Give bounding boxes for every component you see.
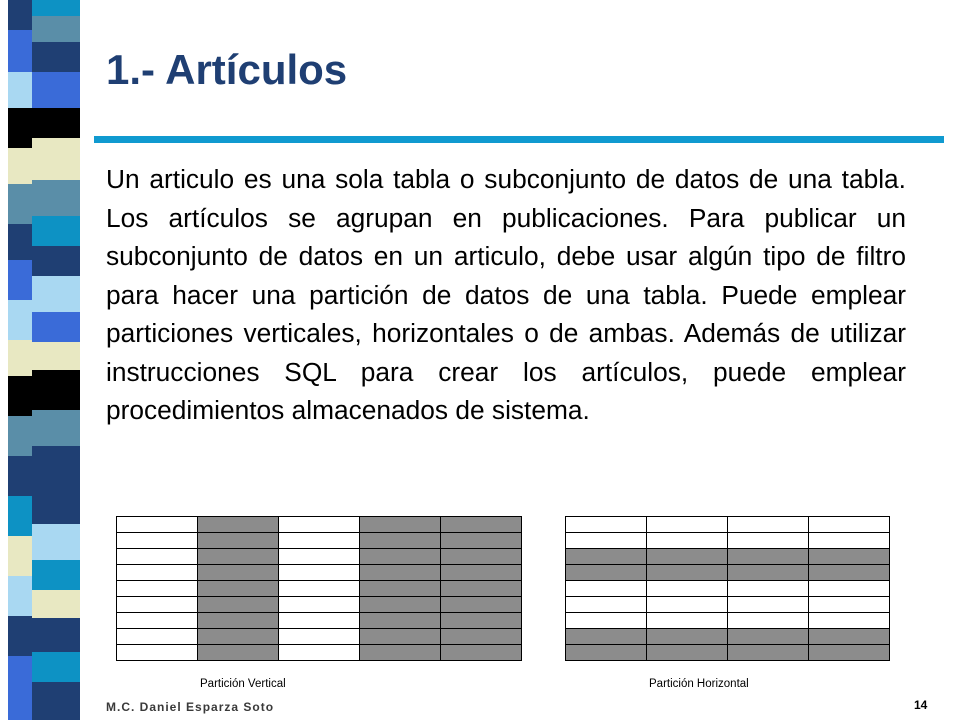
table-cell <box>360 629 441 645</box>
table-row <box>566 629 890 645</box>
table-cell <box>728 629 809 645</box>
table-row <box>566 565 890 581</box>
strip-block <box>8 72 32 108</box>
strip-block <box>8 536 32 576</box>
strip-block <box>32 138 80 180</box>
table-cell <box>728 581 809 597</box>
table-row <box>566 517 890 533</box>
table-row <box>117 565 522 581</box>
table-cell <box>809 629 890 645</box>
table-cell <box>360 533 441 549</box>
strip-block <box>32 590 80 618</box>
table-cell <box>198 597 279 613</box>
table-cell <box>360 645 441 661</box>
table-cell <box>198 613 279 629</box>
strip-block <box>32 276 80 312</box>
table-cell <box>809 613 890 629</box>
strip-block <box>32 72 80 108</box>
table-cell <box>279 581 360 597</box>
table-cell <box>360 581 441 597</box>
table-cell <box>117 565 198 581</box>
table-cell <box>809 645 890 661</box>
strip-block <box>32 560 80 590</box>
table-cell <box>566 533 647 549</box>
strip-block <box>8 260 32 300</box>
strip-block <box>8 148 32 184</box>
strip-block <box>32 16 80 42</box>
strip-block <box>32 410 80 446</box>
strip-block <box>8 656 32 720</box>
strip-block <box>32 246 80 276</box>
strip-block <box>32 312 80 342</box>
strip-block <box>32 524 80 560</box>
table-cell <box>809 565 890 581</box>
table-cell <box>279 533 360 549</box>
strip-block <box>8 576 32 616</box>
table-cell <box>441 581 522 597</box>
author-footer: M.C. Daniel Esparza Soto <box>106 700 275 714</box>
strip-block <box>32 180 80 216</box>
strip-block <box>8 184 32 224</box>
strip-block <box>32 108 80 138</box>
strip-block <box>8 300 32 340</box>
title-rule <box>94 136 944 143</box>
strip-block <box>32 652 80 682</box>
table-cell <box>279 597 360 613</box>
table-row <box>117 581 522 597</box>
table-cell <box>728 517 809 533</box>
table-cell <box>441 549 522 565</box>
table-cell <box>117 597 198 613</box>
table-row <box>566 581 890 597</box>
table-row <box>566 613 890 629</box>
table-cell <box>360 597 441 613</box>
table-cell <box>198 629 279 645</box>
table-cell <box>809 517 890 533</box>
table-cell <box>198 565 279 581</box>
strip-block <box>8 496 32 536</box>
body-text: Un articulo es una sola tabla o subconjunto de datos de una tabla. Los artículos se agrupan en publicaciones. Para publicar un subconjunto de datos en un articulo, debe usar algún tipo de filtro para hacer una partición de datos de una tabla. Puede emplear particiones verticales, horizontales o de ambas. Además de utilizar instrucciones SQL para crear los artículos, puede emplear procedimientos almacenados de sistema. <box>106 164 906 425</box>
table-cell <box>360 517 441 533</box>
table-row <box>566 549 890 565</box>
strip-block <box>8 616 32 656</box>
strip-block <box>32 618 80 652</box>
table-cell <box>117 517 198 533</box>
table-cell <box>117 629 198 645</box>
strip-block <box>32 446 80 478</box>
table-cell <box>117 581 198 597</box>
strip-block <box>8 0 32 30</box>
table-cell <box>279 549 360 565</box>
table-cell <box>441 565 522 581</box>
table-cell <box>117 533 198 549</box>
vertical-partition-table <box>116 516 522 661</box>
table-cell <box>809 597 890 613</box>
table-cell <box>566 549 647 565</box>
table-cell <box>279 645 360 661</box>
table-row <box>117 645 522 661</box>
strip-block <box>8 108 32 148</box>
table-cell <box>117 645 198 661</box>
table-row <box>566 533 890 549</box>
strip-block <box>8 376 32 416</box>
table-cell <box>566 517 647 533</box>
strip-block <box>32 370 80 410</box>
table-cell <box>198 581 279 597</box>
table-cell <box>728 597 809 613</box>
page-number: 14 <box>914 698 928 712</box>
table-cell <box>728 645 809 661</box>
table-cell <box>198 645 279 661</box>
table-cell <box>647 629 728 645</box>
strip-block <box>8 224 32 260</box>
table-cell <box>566 597 647 613</box>
table-cell <box>279 517 360 533</box>
decorative-strip <box>0 0 80 720</box>
table-cell <box>647 517 728 533</box>
table-cell <box>279 565 360 581</box>
table-cell <box>198 549 279 565</box>
table-cell <box>198 533 279 549</box>
table-cell <box>566 565 647 581</box>
table-cell <box>728 533 809 549</box>
strip-block <box>8 416 32 456</box>
table-cell <box>279 613 360 629</box>
table-cell <box>360 565 441 581</box>
table-cell <box>441 645 522 661</box>
table-cell <box>198 517 279 533</box>
strip-block <box>32 342 80 370</box>
table-cell <box>728 613 809 629</box>
table-cell <box>809 581 890 597</box>
table-cell <box>647 597 728 613</box>
table-cell <box>728 565 809 581</box>
table-row <box>117 533 522 549</box>
table-cell <box>647 533 728 549</box>
table-cell <box>117 613 198 629</box>
table-cell <box>117 549 198 565</box>
table-row <box>566 597 890 613</box>
horizontal-partition-caption: Partición Horizontal <box>649 678 749 690</box>
table-cell <box>647 645 728 661</box>
table-row <box>566 645 890 661</box>
strip-block <box>32 478 80 524</box>
table-row <box>117 629 522 645</box>
table-cell <box>441 517 522 533</box>
strip-block <box>32 682 80 720</box>
table-cell <box>566 581 647 597</box>
table-cell <box>566 645 647 661</box>
table-cell <box>279 629 360 645</box>
table-cell <box>647 549 728 565</box>
table-cell <box>647 565 728 581</box>
table-cell <box>360 549 441 565</box>
table-cell <box>809 549 890 565</box>
slide-title: 1.- Artículos <box>106 46 348 93</box>
table-cell <box>647 581 728 597</box>
table-cell <box>566 629 647 645</box>
strip-block <box>32 0 80 16</box>
table-cell <box>360 613 441 629</box>
horizontal-partition-table <box>565 516 890 661</box>
strip-block <box>32 42 80 72</box>
table-row <box>117 597 522 613</box>
table-row <box>117 549 522 565</box>
strip-block <box>32 216 80 246</box>
table-cell <box>441 533 522 549</box>
table-cell <box>566 613 647 629</box>
table-cell <box>647 613 728 629</box>
table-row <box>117 613 522 629</box>
table-cell <box>441 597 522 613</box>
vertical-partition-caption: Partición Vertical <box>200 678 286 690</box>
table-cell <box>728 549 809 565</box>
strip-block <box>8 456 32 496</box>
table-cell <box>441 613 522 629</box>
table-row <box>117 517 522 533</box>
table-cell <box>809 533 890 549</box>
strip-block <box>8 340 32 376</box>
strip-block <box>8 30 32 72</box>
table-cell <box>441 629 522 645</box>
